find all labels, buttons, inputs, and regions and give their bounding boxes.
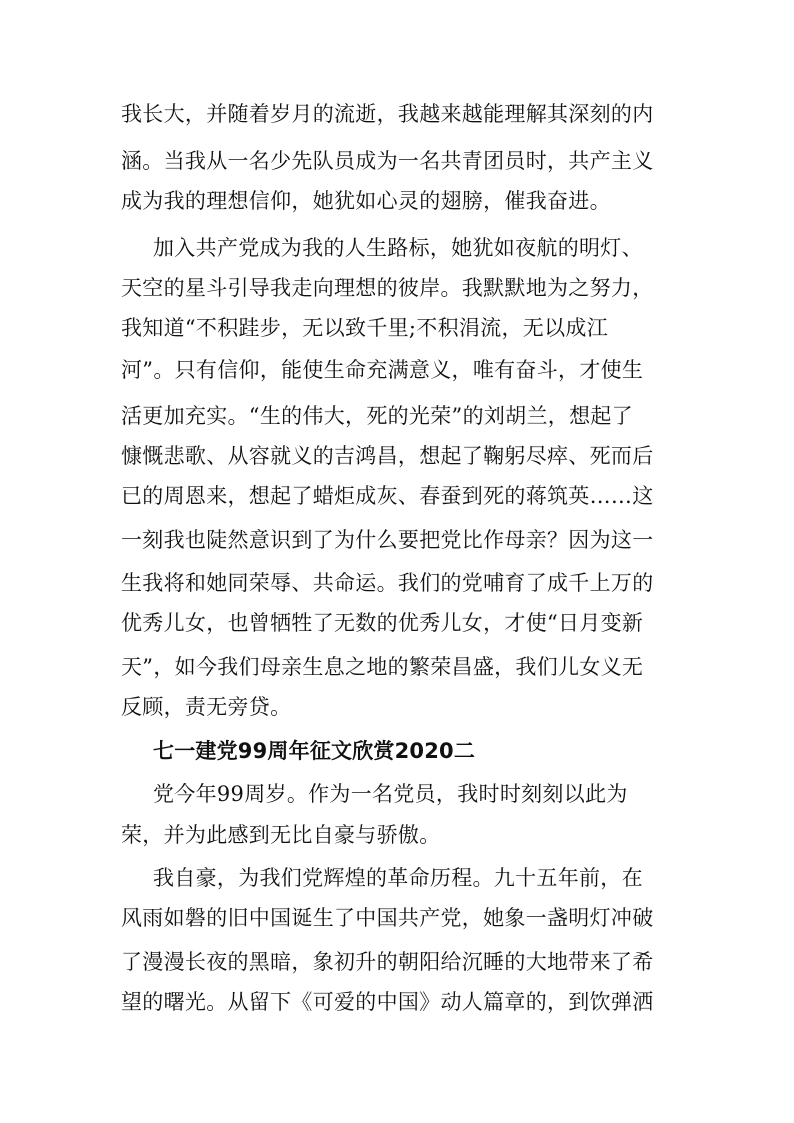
body-text-line: 了漫漫长夜的黑暗，象初升的朝阳给沉睡的大地带来了希 bbox=[121, 950, 654, 974]
body-text-line: 荣，并为此感到无比自豪与骄傲。 bbox=[121, 823, 441, 847]
body-text-line: 已的周恩来，想起了蜡炬成灰、春蚕到死的蒋筑英……这 bbox=[121, 484, 654, 508]
body-text-line: 慷慨悲歌、从容就义的吉鸿昌，想起了鞠躬尽瘁、死而后 bbox=[121, 444, 654, 468]
body-text-line: 一刻我也陡然意识到了为什么要把党比作母亲？因为这一 bbox=[121, 528, 654, 552]
body-text-line: 我知道“不积跬步，无以致千里;不积涓流，无以成江 bbox=[121, 316, 609, 340]
body-text-line: 天空的星斗引导我走向理想的彼岸。我默默地为之努力， bbox=[121, 276, 654, 300]
body-text-line: 风雨如磐的旧中国诞生了中国共产党，她象一盏明灯冲破 bbox=[121, 906, 654, 930]
body-text-line: 成为我的理想信仰，她犹如心灵的翅膀，催我奋进。 bbox=[121, 189, 611, 213]
body-text-line: 涵。当我从一名少先队员成为一名共青团员时，共产主义 bbox=[121, 149, 654, 173]
body-text-line: 望的曙光。从留下《可爱的中国》动人篇章的，到饮弹洒 bbox=[121, 990, 654, 1014]
body-text-line: 河”。只有信仰，能使生命充满意义，唯有奋斗，才使生 bbox=[121, 358, 644, 382]
body-text-line: 我长大，并随着岁月的流逝，我越来越能理解其深刻的内 bbox=[121, 102, 654, 126]
body-text-line: 我自豪，为我们党辉煌的革命历程。九十五年前，在 bbox=[153, 866, 643, 890]
body-text-line: 活更加充实。“生的伟大，死的光荣”的刘胡兰，想起了 bbox=[121, 404, 633, 428]
body-text-line: 反顾，责无旁贷。 bbox=[121, 695, 292, 719]
body-text-line: 天”，如今我们母亲生息之地的繁荣昌盛，我们儿女义无 bbox=[121, 655, 644, 679]
body-text-line: 优秀儿女，也曾牺牲了无数的优秀儿女，才使“日月变新 bbox=[121, 611, 644, 635]
body-text-line: 加入共产党成为我的人生路标，她犹如夜航的明灯、 bbox=[153, 236, 643, 260]
body-text-line: 党今年99周岁。作为一名党员，我时时刻刻以此为 bbox=[153, 782, 628, 806]
body-text-line: 生我将和她同荣辱、共命运。我们的党哺育了成千上万的 bbox=[121, 571, 654, 595]
section-heading: 七一建党99周年征文欣赏2020二 bbox=[153, 739, 476, 763]
